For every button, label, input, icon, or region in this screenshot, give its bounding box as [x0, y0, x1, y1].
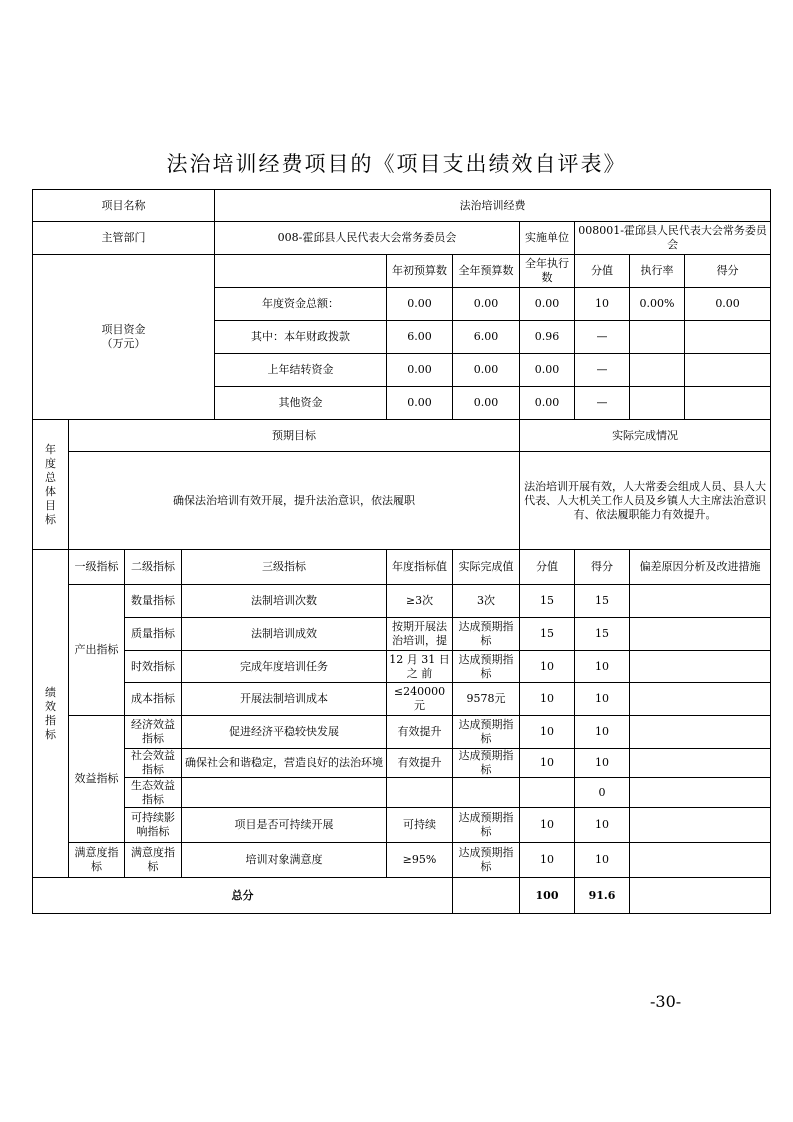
perf-level3: 法制培训次数 — [182, 585, 387, 618]
perf-target: ≤240000元 — [387, 683, 453, 716]
perf-actual: 达成预期指标 — [453, 749, 520, 778]
table-row — [33, 420, 771, 452]
perf-level2: 数量指标 — [125, 585, 182, 618]
perf-header: 得分 — [575, 550, 630, 585]
expected-goal-header: 预期目标 — [69, 420, 520, 452]
perf-header: 二级指标 — [125, 550, 182, 585]
table-row — [33, 683, 771, 716]
perf-note — [630, 585, 771, 618]
perf-got: 10 — [575, 843, 630, 878]
dept-value: 008-霍邱县人民代表大会常务委员会 — [215, 222, 520, 255]
page-number: -30- — [650, 992, 682, 1011]
table-row — [33, 843, 771, 878]
perf-actual: 达成预期指标 — [453, 618, 520, 651]
table-row — [33, 778, 771, 808]
perf-note — [630, 716, 771, 749]
performance-table — [32, 189, 771, 914]
perf-level3: 项目是否可持续开展 — [182, 808, 387, 843]
table-row — [33, 878, 771, 914]
funds-score: — — [575, 387, 630, 420]
funds-value: 0.00 — [387, 288, 453, 321]
perf-target: 有效提升 — [387, 749, 453, 778]
project-name-value: 法治培训经费 — [215, 190, 771, 222]
perf-note — [630, 651, 771, 683]
perf-level3: 促进经济平稳较快发展 — [182, 716, 387, 749]
total-note — [630, 878, 771, 914]
funds-row-name: 年度资金总额： — [215, 288, 387, 321]
perf-group-name: 产出指标 — [69, 585, 125, 716]
funds-got: 0.00 — [685, 288, 771, 321]
project-name-label: 项目名称 — [33, 190, 215, 222]
funds-value: 0.00 — [520, 387, 575, 420]
total-got: 91.6 — [575, 878, 630, 914]
perf-actual: 达成预期指标 — [453, 808, 520, 843]
perf-target: ≥95% — [387, 843, 453, 878]
perf-level3: 开展法制培训成本 — [182, 683, 387, 716]
perf-level3 — [182, 778, 387, 808]
perf-got: 10 — [575, 749, 630, 778]
perf-score — [520, 778, 575, 808]
table-row — [33, 222, 771, 255]
perf-target: 有效提升 — [387, 716, 453, 749]
perf-group-name: 效益指标 — [69, 716, 125, 843]
perf-got: 10 — [575, 651, 630, 683]
impl-label: 实施单位 — [520, 222, 575, 255]
funds-label: 项目资金 （万元） — [33, 255, 215, 420]
funds-header: 全年执行数 — [520, 255, 575, 288]
funds-value: 0.00 — [453, 387, 520, 420]
perf-score: 15 — [520, 618, 575, 651]
perf-label: 绩 效 指 标 — [33, 550, 69, 878]
total-label: 总分 — [33, 878, 453, 914]
perf-header: 一级指标 — [69, 550, 125, 585]
funds-value: 0.96 — [520, 321, 575, 354]
impl-value: 008001-霍邱县人民代表大会常务委员会 — [575, 222, 771, 255]
expected-goal-text: 确保法治培训有效开展，提升法治意识，依法履职 — [69, 452, 520, 550]
total-blank — [453, 878, 520, 914]
funds-score: 10 — [575, 288, 630, 321]
funds-score: — — [575, 321, 630, 354]
perf-header: 年度指标值 — [387, 550, 453, 585]
perf-header: 实际完成值 — [453, 550, 520, 585]
perf-header: 偏差原因分析及改进措施 — [630, 550, 771, 585]
funds-value: 6.00 — [387, 321, 453, 354]
perf-level2: 成本指标 — [125, 683, 182, 716]
table-row — [33, 452, 771, 550]
perf-level2: 经济效益指标 — [125, 716, 182, 749]
perf-actual: 9578元 — [453, 683, 520, 716]
funds-value: 0.00 — [520, 288, 575, 321]
perf-note — [630, 808, 771, 843]
perf-level3: 法制培训成效 — [182, 618, 387, 651]
funds-value: 0.00 — [520, 354, 575, 387]
funds-header: 全年预算数 — [453, 255, 520, 288]
perf-got: 10 — [575, 683, 630, 716]
table-row — [33, 255, 771, 288]
funds-got — [685, 321, 771, 354]
perf-target — [387, 778, 453, 808]
table-row — [33, 550, 771, 585]
page-title: 法治培训经费项目的《项目支出绩效自评表》 — [166, 152, 627, 176]
perf-score: 10 — [520, 808, 575, 843]
actual-result-header: 实际完成情况 — [520, 420, 771, 452]
funds-got — [685, 354, 771, 387]
perf-note — [630, 778, 771, 808]
perf-target: 可持续 — [387, 808, 453, 843]
funds-rate — [630, 354, 685, 387]
perf-actual: 达成预期指标 — [453, 716, 520, 749]
table-row — [33, 651, 771, 683]
perf-level2: 生态效益指标 — [125, 778, 182, 808]
perf-level2: 可持续影响指标 — [125, 808, 182, 843]
perf-score: 15 — [520, 585, 575, 618]
perf-level2: 满意度指标 — [125, 843, 182, 878]
table-row — [33, 190, 771, 222]
perf-level2: 时效指标 — [125, 651, 182, 683]
table-row — [33, 618, 771, 651]
perf-target: 12 月 31 日 之 前 — [387, 651, 453, 683]
perf-got: 10 — [575, 808, 630, 843]
perf-got: 10 — [575, 716, 630, 749]
funds-got — [685, 387, 771, 420]
funds-rate: 0.00% — [630, 288, 685, 321]
perf-group-name: 满意度指标 — [69, 843, 125, 878]
funds-row-name: 其中：本年财政拨款 — [215, 321, 387, 354]
table-row — [33, 749, 771, 778]
funds-header-blank — [215, 255, 387, 288]
perf-actual: 达成预期指标 — [453, 651, 520, 683]
perf-header: 三级指标 — [182, 550, 387, 585]
perf-got: 15 — [575, 618, 630, 651]
funds-header: 分值 — [575, 255, 630, 288]
table-row — [33, 808, 771, 843]
funds-value: 0.00 — [453, 354, 520, 387]
funds-header: 执行率 — [630, 255, 685, 288]
perf-note — [630, 843, 771, 878]
perf-actual: 达成预期指标 — [453, 843, 520, 878]
funds-score: — — [575, 354, 630, 387]
goals-label: 年 度 总 体 目 标 — [33, 420, 69, 550]
funds-value: 0.00 — [387, 387, 453, 420]
perf-note — [630, 683, 771, 716]
actual-result-text: 法治培训开展有效，人大常委会组成人员、县人大代表、人大机关工作人员及乡镇人大主席法治意识有、依法履职能力有效提升。 — [520, 452, 771, 550]
perf-got: 0 — [575, 778, 630, 808]
perf-level2: 质量指标 — [125, 618, 182, 651]
perf-score: 10 — [520, 651, 575, 683]
funds-row-name: 上年结转资金 — [215, 354, 387, 387]
table-row — [33, 716, 771, 749]
perf-actual: 3次 — [453, 585, 520, 618]
perf-score: 10 — [520, 843, 575, 878]
perf-level3: 确保社会和谐稳定，营造良好的法治环境 — [182, 749, 387, 778]
perf-target: ≥3次 — [387, 585, 453, 618]
perf-score: 10 — [520, 716, 575, 749]
perf-level3: 培训对象满意度 — [182, 843, 387, 878]
funds-header: 得分 — [685, 255, 771, 288]
funds-header: 年初预算数 — [387, 255, 453, 288]
table-row — [33, 585, 771, 618]
perf-level2: 社会效益指标 — [125, 749, 182, 778]
total-score: 100 — [520, 878, 575, 914]
dept-label: 主管部门 — [33, 222, 215, 255]
perf-target: 按期开展法治培训，提 — [387, 618, 453, 651]
perf-got: 15 — [575, 585, 630, 618]
funds-rate — [630, 321, 685, 354]
perf-score: 10 — [520, 683, 575, 716]
perf-note — [630, 618, 771, 651]
funds-value: 0.00 — [453, 288, 520, 321]
funds-value: 6.00 — [453, 321, 520, 354]
funds-rate — [630, 387, 685, 420]
perf-actual — [453, 778, 520, 808]
funds-row-name: 其他资金 — [215, 387, 387, 420]
perf-level3: 完成年度培训任务 — [182, 651, 387, 683]
perf-note — [630, 749, 771, 778]
perf-score: 10 — [520, 749, 575, 778]
funds-value: 0.00 — [387, 354, 453, 387]
perf-header: 分值 — [520, 550, 575, 585]
